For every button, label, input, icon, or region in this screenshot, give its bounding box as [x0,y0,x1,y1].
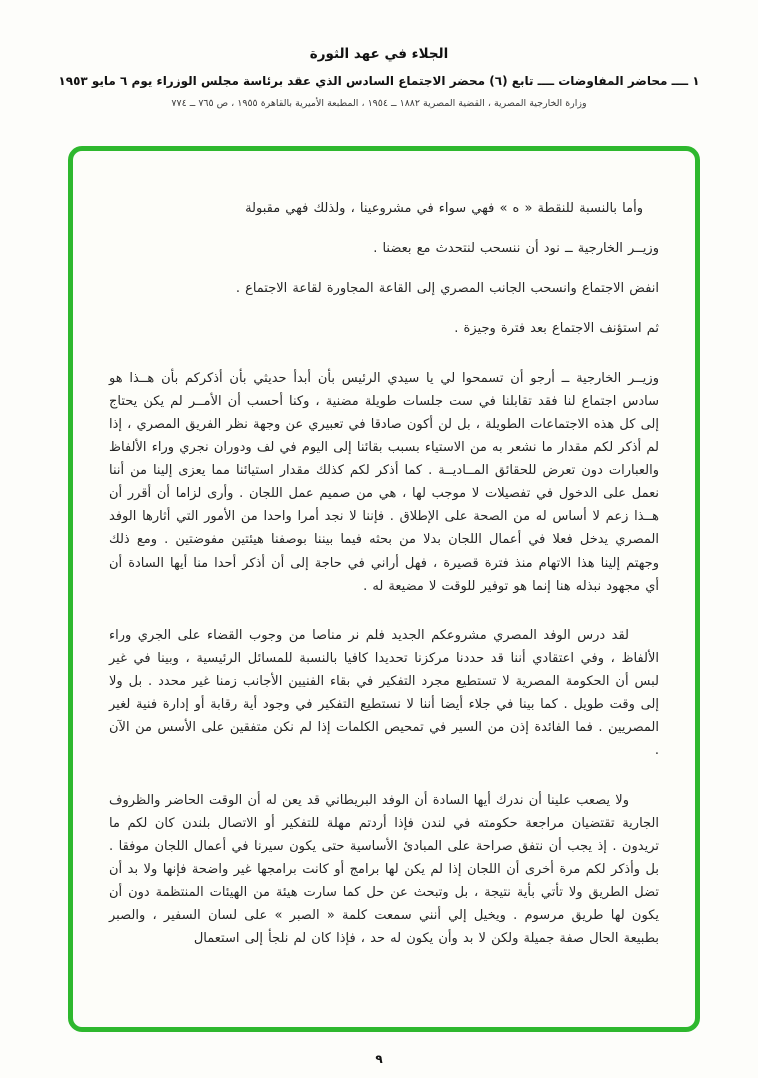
doc-title: الجلاء في عهد الثورة [309,46,449,62]
page-number: ٩ [375,1052,383,1066]
paragraph-meeting-adjourned: انفض الاجتماع وانسحب الجانب المصري إلى القاعة المجاورة لقاعة الاجتماع . [235,281,659,297]
heading-line: ١ ــــ محاضر المفاوضات ــــ تابع (٦) محضر الاجتماع السادس الذي عقد برئاسة مجلس الوزراء يوم ٦ مايو ١٩٥٣ [58,74,700,88]
paragraph-meeting-resumed: ثم استؤنف الاجتماع بعد فترة وجيزة . [454,321,659,337]
paragraph-foreign-minister-withdraw: وزيــر الخارجية ــ نود أن ننسحب لنتحدث مع بعضنا . [373,241,659,257]
highlight-annotation-box [68,146,700,1032]
paragraph-delegation-studied-draft: لقد درس الوفد المصري مشروعكم الجديد فلم نر مناصا من وجوب القضاء على الجري وراء الألفاظ ، وفي اعتقادي أننا قد حددنا مركزنا تحديدا كافيا بالنسبة للمسائل الرئيسية ، وبينا في غير لبس أن الحكومة المصرية لا تستطيع مجرد التفكير في بقاء الفنيين الأجانب زمنا غير محدد . بل ولا إلى وقت طويل . كما بينا في جلاء أيضا أننا لا نستطيع التفكير في وجود أية رقابة أو إدارة فنية لغير المصريين . فما الفائدة إذن من السير في تمحيص الكلمات إذا لم نكن متفقين على الأسس من الآن . [109,627,659,759]
paragraph-foreign-minister-speech: وزيــر الخارجية ــ أرجو أن تسمحوا لي يا سيدي الرئيس بأن أبدأ حديثي بأن أذكركم بأن هــذا هو سادس اجتماع لنا فقد تقابلنا في ست جلسات طويلة مضنية ، وكنا أحسب أن الأمــر لم يكن يحتاج إلى كل هذه الاجتماعات الطويلة ، بل لن أكون صادقا في تعبيري عن وجهة نظر الفريق المصري ، إذا لم أذكر لكم مقدار ما نشعر به من الاستياء بسبب بقائنا إلى اليوم في لف ودوران نجري وراء الألفاظ والعبارات دون تعرض للحقائق المــاديــة . كما أذكر لكم كذلك مقدار استيائنا مما يعزى إلينا من أننا نعمل على الدخول في تفصيلات لا موجب لها ، هي من صميم عمل اللجان . وأرى لزاما أن أقرر أن هــذا زعم لا أساس له من الصحة على الإطلاق . فإننا لا نجد أمرا واحدا من الأمور التي أثارها الوفد المصري يدخل فعلا في أعمال اللجان بدلا من بحثه فيما بيننا بوصفنا هيئتين مفوضتين . ومع ذلك وجهتم إلينا هذا الاتهام منذ فترة قصيرة ، فهل أراني في حاجة إلى أن أذكر أحدا منا أيها السادة أن أي مجهود نبذله هنا إنما هو توفير للوقت لا مضيعة له . [109,370,659,594]
source-citation-line: وزارة الخارجية المصرية ، القضية المصرية ١٨٨٢ ــ ١٩٥٤ ، المطبعة الأميرية بالقاهرة ١٩٥٥ ، ص ٧٦٥ ــ ٧٧٤ [171,98,587,109]
paragraph-british-delegation: ولا يصعب علينا أن ندرك أيها السادة أن الوفد البريطاني قد يعن له أن الوقت الحاضر والظروف الجارية تقتضيان مراجعة حكومته في لندن فإذا أردتم مهلة للتفكير أو الاتصال بلندن كان لكم ما تريدون . إذ يجب أن نتفق صراحة على المبادئ الأساسية حتى يكون سيرنا في أعمال اللجان موفقا . بل وأذكر لكم مرة أخرى أن اللجان إذا لم يكن لها برامج أو كانت برامجها غير واضحة فإنها ولا بد أن تضل الطريق ولا تأتي بأية نتيجة ، بل وتبحث عن حل كما سارت هيئة من الهيئات المنتظمة دون أن يكون لها طريق مرسوم . ويخيل إلي أنني سمعت كلمة « الصبر » على لسان السفير ، والصبر بطبيعة الحال صفة جميلة ولكن لا بد وأن يكون له حد ، فإذا كان لم نلجأ إلى استعمال [109,792,659,947]
paragraph-point-h: وأما بالنسبة للنقطة « ه » فهي سواء في مشروعينا ، ولذلك فهي مقبولة [245,201,643,216]
